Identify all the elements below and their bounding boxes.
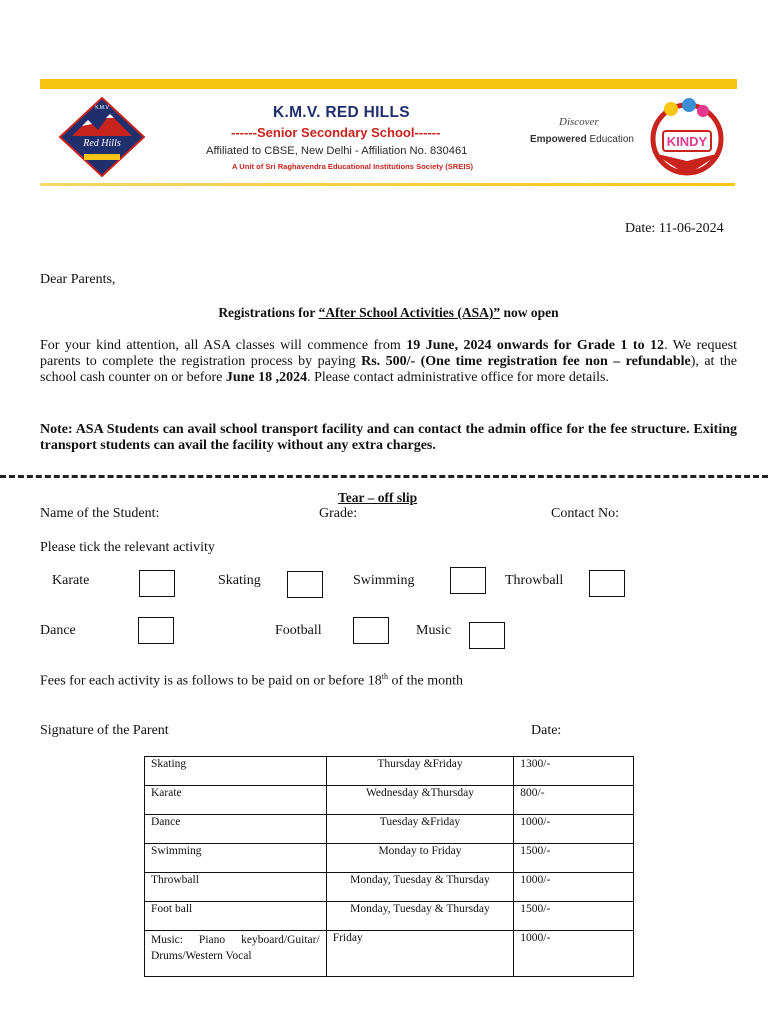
school-affiliation: Affiliated to CBSE, New Delhi - Affiliation No. 830461: [206, 145, 468, 157]
dance-checkbox[interactable]: [138, 617, 174, 644]
karate-checkbox[interactable]: [139, 570, 175, 597]
activity-cell: Foot ball: [145, 902, 327, 931]
swimming-checkbox[interactable]: [450, 567, 486, 594]
letter-date: Date: 11-06-2024: [625, 221, 724, 236]
header-bottom-band: [40, 183, 735, 186]
activity-cell: Karate: [145, 786, 327, 815]
tick-prompt: Please tick the relevant activity: [40, 540, 215, 555]
activity-skating-label: Skating: [218, 573, 261, 588]
student-name-label: Name of the Student:: [40, 506, 160, 521]
fee-cell: 1500/-: [514, 902, 634, 931]
days-cell: Monday, Tuesday & Thursday: [326, 902, 514, 931]
music-checkbox[interactable]: [469, 622, 505, 649]
salutation: Dear Parents,: [40, 272, 116, 287]
fee-cell: 1000/-: [514, 873, 634, 902]
activity-cell: Skating: [145, 757, 327, 786]
table-row: [145, 786, 634, 815]
table-row: [145, 931, 634, 977]
activity-throwball-label: Throwball: [505, 573, 564, 588]
activity-swimming-label: Swimming: [353, 573, 415, 588]
signature-label: Signature of the Parent: [40, 723, 169, 738]
logo-red-hills-text: Red Hills: [83, 138, 121, 149]
table-row: [145, 815, 634, 844]
school-crest-logo: [58, 96, 146, 178]
fee-table: [144, 756, 634, 977]
grade-label: Grade:: [319, 506, 358, 521]
school-subtitle: ------Senior Secondary School------: [231, 125, 441, 140]
letter-heading: Registrations for “After School Activities (ASA)” now open: [218, 305, 559, 320]
activity-dance-label: Dance: [40, 623, 76, 638]
paragraph-note: Note: ASA Students can avail school transport facility and can contact the admin office for the fee structure. Exiting transport students can avail the facility without any extra charges.: [40, 422, 737, 454]
table-row: [145, 873, 634, 902]
header-top-band: [40, 79, 737, 89]
paragraph-commencement: For your kind attention, all ASA classes will commence from 19 June, 2024 onwards for Grade 1 to 12. We request parents to complete the registration process by paying Rs. 500/- (One time registration fee non – refundable), at the school cash counter on or before June 18 ,2024. Please contact administrative office for more details.: [40, 338, 737, 386]
days-cell: Tuesday &Friday: [326, 815, 514, 844]
kindy-logo: [641, 95, 731, 177]
days-cell: Monday to Friday: [326, 844, 514, 873]
slip-title: Tear – off slip: [338, 490, 418, 505]
activity-music-label: Music: [416, 623, 451, 638]
kindy-logo-text: KINDY: [666, 134, 708, 149]
activity-football-label: Football: [275, 623, 322, 638]
logo-kmv-text: K.M.V: [95, 105, 109, 111]
school-name: K.M.V. RED HILLS: [273, 104, 410, 121]
days-cell: Wednesday &Thursday: [326, 786, 514, 815]
days-cell: Monday, Tuesday & Thursday: [326, 873, 514, 902]
activity-cell: Throwball: [145, 873, 327, 902]
fee-cell: 800/-: [514, 786, 634, 815]
fee-cell: 1000/-: [514, 931, 634, 977]
contact-label: Contact No:: [551, 506, 620, 521]
fee-cell: 1300/-: [514, 757, 634, 786]
football-checkbox[interactable]: [353, 617, 389, 644]
tagline-empowered: Empowered Education: [530, 134, 634, 145]
table-row: [145, 902, 634, 931]
activity-cell: Dance: [145, 815, 327, 844]
skating-checkbox[interactable]: [287, 571, 323, 598]
school-unit: A Unit of Sri Raghavendra Educational Institutions Society (SREIS): [232, 162, 474, 171]
fee-cell: 1500/-: [514, 844, 634, 873]
days-cell: Friday: [326, 931, 514, 977]
table-row: [145, 757, 634, 786]
tagline-discover: Discover: [559, 116, 599, 128]
activity-karate-label: Karate: [52, 573, 90, 588]
tear-dashed-line: [0, 475, 768, 478]
fee-cell: 1000/-: [514, 815, 634, 844]
table-row: [145, 844, 634, 873]
fees-note: Fees for each activity is as follows to be paid on or before 18th of the month: [40, 672, 464, 689]
signature-date-label: Date:: [531, 723, 562, 738]
throwball-checkbox[interactable]: [589, 570, 625, 597]
activity-cell: Music: Piano keyboard/Guitar/ Drums/Western Vocal: [145, 931, 327, 977]
days-cell: Thursday &Friday: [326, 757, 514, 786]
activity-cell: Swimming: [145, 844, 327, 873]
